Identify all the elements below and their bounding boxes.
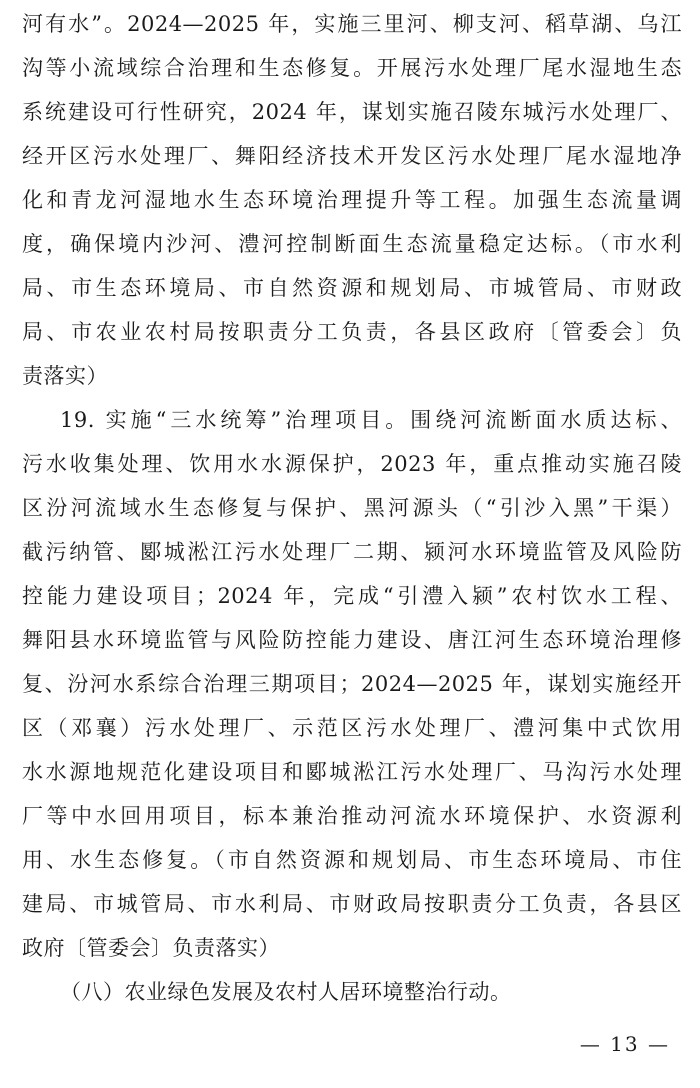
item-heading-line: 19. 实施“三水统筹”治理项目。围绕河流断面水质达标、	[60, 408, 682, 432]
text-line: 责落实）	[22, 364, 108, 388]
page-number: — 13 —	[579, 1032, 670, 1056]
text-line: 系统建设可行性研究，2024 年，谋划实施召陵东城污水处理厂、	[22, 100, 682, 124]
text-line: 经开区污水处理厂、舞阳经济技术开发区污水处理厂尾水湿地净	[22, 144, 682, 168]
text-line: 局、市生态环境局、市自然资源和规划局、市城管局、市财政	[22, 276, 682, 300]
text-line: 区汾河流域水生态修复与保护、黑河源头（“引沙入黑”干渠）	[22, 496, 682, 520]
text-line: 政府〔管委会〕负责落实）	[22, 936, 280, 960]
text-line: 污水收集处理、饮用水水源保护，2023 年，重点推动实施召陵	[22, 452, 682, 476]
text-line: 化和青龙河湿地水生态环境治理提升等工程。加强生态流量调	[22, 188, 682, 212]
text-line: 水水源地规范化建设项目和郾城淞江污水处理厂、马沟污水处理	[22, 760, 682, 784]
text-line: 河有水”。2024—2025 年，实施三里河、柳支河、稻草湖、乌江	[22, 12, 682, 36]
text-line: 局、市农业农村局按职责分工负责，各县区政府〔管委会〕负	[22, 320, 682, 344]
text-line: 控能力建设项目；2024 年，完成“引澧入颍”农村饮水工程、	[22, 584, 682, 608]
text-line: 复、汾河水系综合治理三期项目；2024—2025 年，谋划实施经开	[22, 672, 682, 696]
text-line: 厂等中水回用项目，标本兼治推动河流水环境保护、水资源利	[22, 804, 682, 828]
text-line: 沟等小流域综合治理和生态修复。开展污水处理厂尾水湿地生态	[22, 56, 682, 80]
text-line: 建局、市城管局、市水利局、市财政局按职责分工负责，各县区	[22, 892, 682, 916]
text-line: 区（邓襄）污水处理厂、示范区污水处理厂、澧河集中式饮用	[22, 716, 682, 740]
text-line: 用、水生态修复。（市自然资源和规划局、市生态环境局、市住	[22, 848, 682, 872]
text-line: 度，确保境内沙河、澧河控制断面生态流量稳定达标。（市水利	[22, 232, 682, 256]
text-line: 截污纳管、郾城淞江污水处理厂二期、颍河水环境监管及风险防	[22, 540, 682, 564]
section-heading: （八）农业绿色发展及农村人居环境整治行动。	[60, 980, 512, 1004]
text-line: 舞阳县水环境监管与风险防控能力建设、唐江河生态环境治理修	[22, 628, 682, 652]
